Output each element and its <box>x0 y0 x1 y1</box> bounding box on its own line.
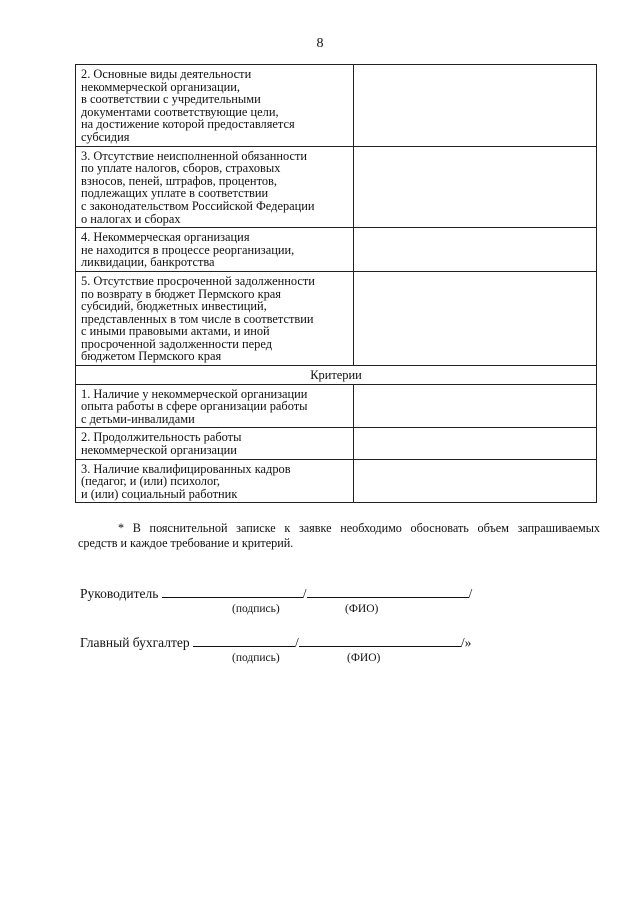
requirement-text-line: 4. Некоммерческая организация <box>81 230 250 245</box>
requirement-text-line: 3. Наличие квалифицированных кадров <box>81 461 291 476</box>
requirement-text-line: подлежащих уплате в соответствии <box>81 186 269 201</box>
response-cell[interactable] <box>354 428 597 459</box>
head-label: Руководитель <box>80 586 159 601</box>
footnote-line-1: * В пояснительной записке к заявке необходимо обосновать объем запрашиваемых <box>118 521 600 535</box>
requirement-cell <box>76 428 354 459</box>
accountant-name-field <box>299 634 461 647</box>
requirements-table <box>75 64 597 503</box>
requirement-cell <box>76 228 354 272</box>
response-cell[interactable] <box>354 65 597 147</box>
page-number: 8 <box>316 36 324 51</box>
requirement-text-line: по уплате налогов, сборов, страховых <box>81 161 281 176</box>
requirement-text-line: субсидий, бюджетных инвестиций, <box>81 299 267 314</box>
requirement-cell <box>76 271 354 365</box>
separator-slash: / <box>295 635 299 650</box>
requirement-text-line: 2. Продолжительность работы <box>81 430 242 445</box>
table-row <box>76 146 597 228</box>
end-slash-quote: /» <box>460 635 472 650</box>
requirement-text-line: 3. Отсутствие неисполненной обязанности <box>81 148 308 163</box>
accountant-signature-line <box>80 634 471 651</box>
requirement-text-line: на достижение которой предоставляется <box>81 117 295 132</box>
criteria-header: Критерии <box>76 366 597 385</box>
requirement-text-line: (педагог, и (или) психолог, <box>81 474 220 489</box>
requirement-text-line: взносов, пеней, штрафов, процентов, <box>81 173 277 188</box>
head-name-field <box>307 585 469 598</box>
table-row <box>76 228 597 272</box>
table-row <box>76 459 597 503</box>
requirement-cell <box>76 384 354 428</box>
requirement-text-line: по возврату в бюджет Пермского края <box>81 286 282 301</box>
separator-slash: / <box>302 586 307 601</box>
head-sign-caption: (подпись) <box>232 603 280 615</box>
table-row <box>76 271 597 365</box>
requirement-text-line: опыта работы в сфере организации работы <box>81 399 308 414</box>
requirement-cell <box>76 459 354 503</box>
requirement-text-line: субсидия <box>81 129 130 144</box>
accountant-name-caption: (ФИО) <box>347 652 381 664</box>
table-row <box>76 428 597 459</box>
response-cell[interactable] <box>354 459 597 503</box>
head-signature-field <box>162 585 303 598</box>
response-cell[interactable] <box>354 228 597 272</box>
requirement-text-line: не находится в процессе реорганизации, <box>81 242 295 257</box>
head-signature-line <box>80 585 472 602</box>
accountant-signature-field <box>193 634 295 647</box>
head-name-caption: (ФИО) <box>345 603 379 615</box>
requirement-cell <box>76 65 354 147</box>
end-slash: / <box>468 586 473 601</box>
response-cell[interactable] <box>354 271 597 365</box>
requirement-text-line: с детьми-инвалидами <box>81 411 195 426</box>
requirement-text-line: некоммерческой организации, <box>81 79 241 94</box>
response-cell[interactable] <box>354 146 597 228</box>
requirement-text-line: с законодательством Российской Федерации <box>81 198 315 213</box>
requirement-text-line: с иными правовыми актами, и иной <box>81 324 270 339</box>
requirement-text-line: ликвидации, банкротства <box>81 255 215 270</box>
table-row <box>76 65 597 147</box>
requirement-text-line: представленных в том числе в соответствии <box>81 311 314 326</box>
requirement-text-line: 1. Наличие у некоммерческой организации <box>81 386 308 401</box>
footnote <box>78 521 600 551</box>
requirement-text-line: просроченной задолженности перед <box>81 336 273 351</box>
requirement-cell <box>76 146 354 228</box>
table-row <box>76 384 597 428</box>
criteria-header-row <box>76 366 597 385</box>
requirement-text-line: бюджетом Пермского края <box>81 349 222 364</box>
requirement-text-line: в соответствии с учредительными <box>81 92 261 107</box>
accountant-label: Главный бухгалтер <box>80 635 190 650</box>
requirement-text-line: о налогах и сборах <box>81 211 181 226</box>
requirement-text-line: 2. Основные виды деятельности <box>81 67 252 81</box>
footnote-line-2: средств и каждое требование и критерий. <box>78 536 294 550</box>
requirement-text-line: некоммерческой организации <box>81 443 237 458</box>
requirement-text-line: документами соответствующие цели, <box>81 104 279 119</box>
requirement-text-line: 5. Отсутствие просроченной задолженности <box>81 273 315 288</box>
requirement-text-line: и (или) социальный работник <box>81 486 238 501</box>
response-cell[interactable] <box>354 384 597 428</box>
accountant-sign-caption: (подпись) <box>232 652 280 664</box>
